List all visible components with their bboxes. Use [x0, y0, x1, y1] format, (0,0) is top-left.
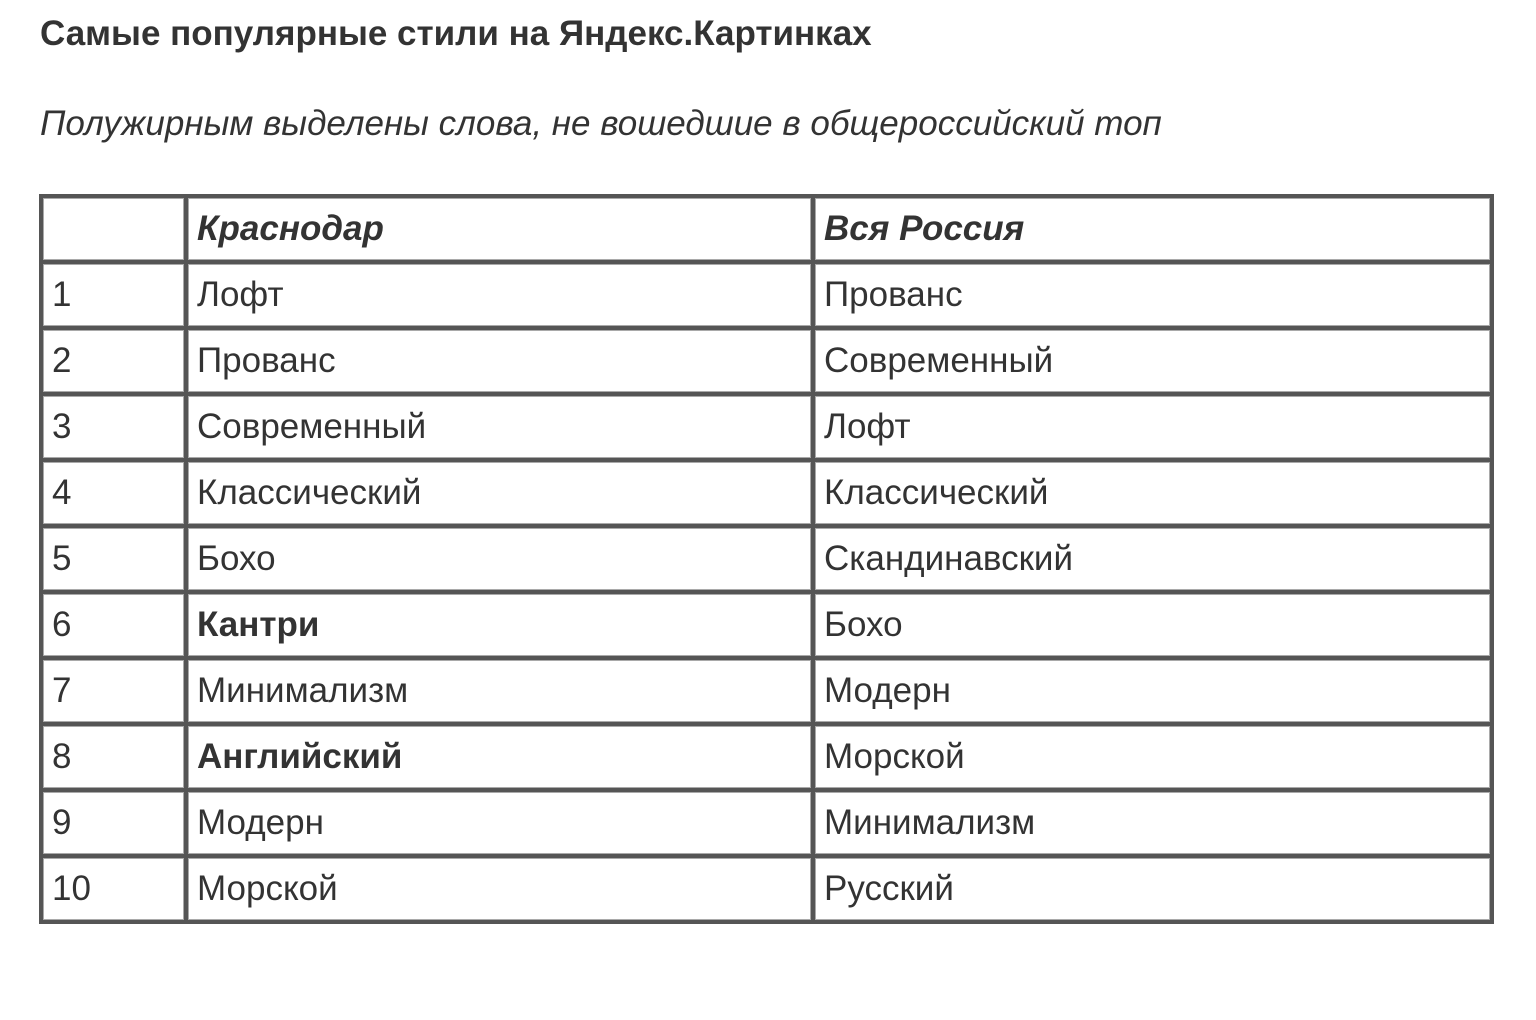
table-row — [41, 394, 1492, 460]
krasnodar-cell: Модерн — [186, 790, 813, 856]
table-row — [41, 592, 1492, 658]
table-row — [41, 526, 1492, 592]
table-row — [41, 262, 1492, 328]
krasnodar-cell: Классический — [186, 460, 813, 526]
table-row — [41, 724, 1492, 790]
russia-cell: Модерн — [813, 658, 1492, 724]
russia-cell: Бохо — [813, 592, 1492, 658]
styles-table-container — [39, 194, 1494, 924]
russia-cell: Русский — [813, 856, 1492, 922]
rank-cell: 7 — [41, 658, 186, 724]
russia-cell: Прованс — [813, 262, 1492, 328]
rank-cell: 4 — [41, 460, 186, 526]
header-cell-krasnodar: Краснодар — [186, 196, 813, 262]
russia-cell: Современный — [813, 328, 1492, 394]
table-header-row — [41, 196, 1492, 262]
page-title: Самые популярные стили на Яндекс.Картинках — [40, 14, 872, 53]
russia-cell: Минимализм — [813, 790, 1492, 856]
rank-cell: 2 — [41, 328, 186, 394]
russia-cell: Скандинавский — [813, 526, 1492, 592]
rank-cell: 5 — [41, 526, 186, 592]
table-row — [41, 658, 1492, 724]
styles-table — [41, 196, 1492, 922]
krasnodar-cell: Современный — [186, 394, 813, 460]
table-row — [41, 790, 1492, 856]
rank-cell: 3 — [41, 394, 186, 460]
russia-cell: Морской — [813, 724, 1492, 790]
russia-cell: Лофт — [813, 394, 1492, 460]
rank-cell: 10 — [41, 856, 186, 922]
rank-cell: 8 — [41, 724, 186, 790]
krasnodar-cell: Лофт — [186, 262, 813, 328]
table-row — [41, 856, 1492, 922]
rank-cell: 1 — [41, 262, 186, 328]
table-row — [41, 460, 1492, 526]
krasnodar-cell: Кантри — [186, 592, 813, 658]
krasnodar-cell: Английский — [186, 724, 813, 790]
rank-cell: 6 — [41, 592, 186, 658]
krasnodar-cell: Морской — [186, 856, 813, 922]
krasnodar-cell: Минимализм — [186, 658, 813, 724]
krasnodar-cell: Прованс — [186, 328, 813, 394]
header-cell-russia: Вся Россия — [813, 196, 1492, 262]
table-row — [41, 328, 1492, 394]
rank-cell: 9 — [41, 790, 186, 856]
russia-cell: Классический — [813, 460, 1492, 526]
header-cell-rank — [41, 196, 186, 262]
page-subtitle: Полужирным выделены слова, не вошедшие в общероссийский топ — [40, 104, 1162, 143]
krasnodar-cell: Бохо — [186, 526, 813, 592]
